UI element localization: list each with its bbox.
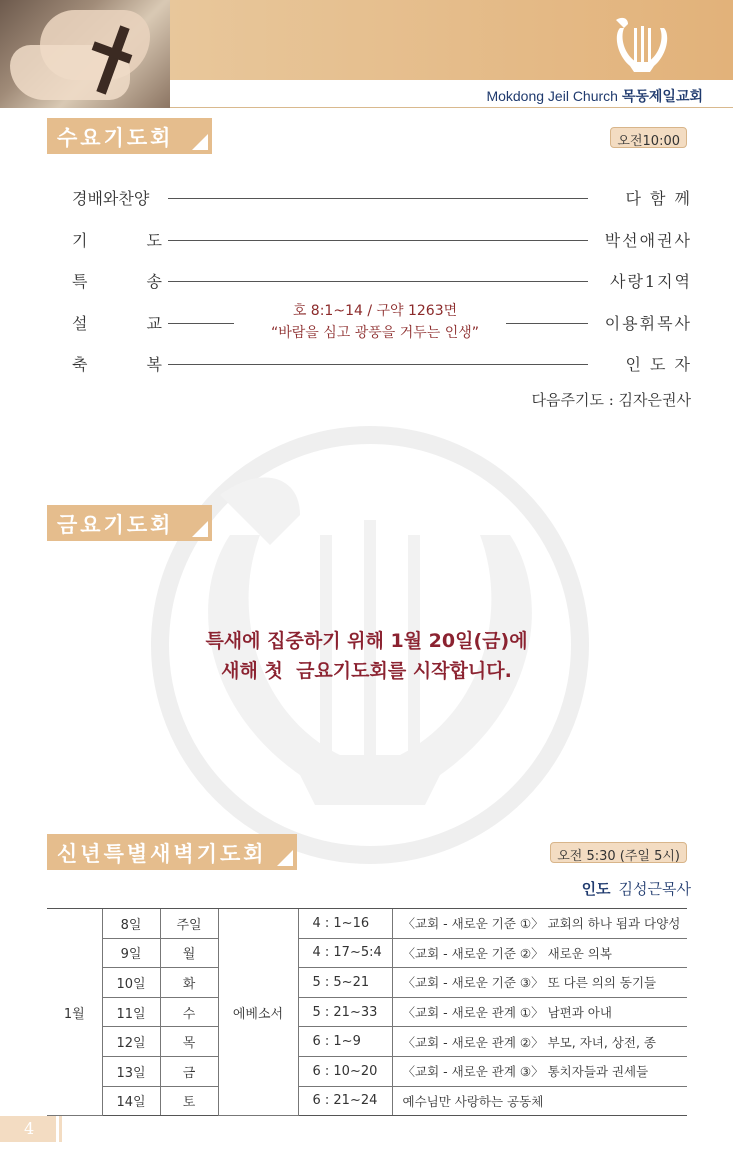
program-label: 기 도	[72, 231, 162, 250]
next-week-prayer: 다음주기도 : 김자은권사	[531, 391, 691, 409]
month-cell: 1월	[47, 909, 102, 1116]
program-row	[72, 269, 692, 295]
verse-cell: 5 : 5~21	[298, 968, 392, 998]
newyear-title: 신년특별새벽기도회	[47, 834, 297, 870]
table-row	[47, 968, 687, 998]
verse-cell: 6 : 10~20	[298, 1056, 392, 1086]
verse-cell: 4 : 1~16	[298, 909, 392, 939]
topic-cell: 〈교회 - 새로운 기준 ①〉 교회의 하나 됨과 다양성	[392, 909, 687, 939]
program-row	[72, 352, 692, 378]
header-photo	[0, 0, 170, 108]
program-value: 박선애권사	[604, 231, 692, 250]
weekday-cell: 화	[160, 968, 218, 998]
topic-cell: 예수님만 사랑하는 공동체	[392, 1086, 687, 1116]
program-label: 설 교	[72, 314, 162, 333]
table-row	[47, 1027, 687, 1057]
verse-cell: 4 : 17~5:4	[298, 938, 392, 968]
program-row	[72, 186, 692, 212]
weekday-cell: 금	[160, 1056, 218, 1086]
verse-cell: 5 : 21~33	[298, 997, 392, 1027]
church-name-en: Mokdong Jeil Church	[486, 88, 618, 104]
weekday-cell: 월	[160, 938, 218, 968]
topic-cell: 〈교회 - 새로운 기준 ②〉 새로운 의복	[392, 938, 687, 968]
day-cell: 9일	[102, 938, 160, 968]
day-cell: 13일	[102, 1056, 160, 1086]
program-value: 인 도 자	[625, 355, 692, 374]
table-row	[47, 1056, 687, 1086]
topic-cell: 〈교회 - 새로운 기준 ③〉 또 다른 의의 동기들	[392, 968, 687, 998]
friday-notice-line: 특새에 집중하기 위해 1월 20일(금)에	[205, 630, 528, 652]
weekday-cell: 주일	[160, 909, 218, 939]
program-row	[72, 228, 692, 254]
verse-cell: 6 : 21~24	[298, 1086, 392, 1116]
sermon-scripture: 호 8:1~14 / 구약 1263면	[292, 303, 458, 319]
wednesday-title: 수요기도회	[47, 118, 212, 154]
program-label: 특 송	[72, 272, 162, 291]
book-cell: 에베소서	[218, 909, 298, 1116]
weekday-cell: 토	[160, 1086, 218, 1116]
lyre-logo-icon	[612, 14, 672, 76]
topic-cell: 〈교회 - 새로운 관계 ①〉 남편과 아내	[392, 997, 687, 1027]
sermon-title: “바람을 심고 광풍을 거두는 인생”	[270, 325, 480, 341]
topic-cell: 〈교회 - 새로운 관계 ③〉 통치자들과 권세들	[392, 1056, 687, 1086]
newyear-time-badge: 오전 5:30 (주일 5시)	[550, 842, 687, 863]
day-cell: 12일	[102, 1027, 160, 1057]
table-row	[47, 1086, 687, 1116]
day-cell: 8일	[102, 909, 160, 939]
program-value: 다 함 께	[625, 189, 692, 208]
table-row	[47, 909, 687, 939]
leader-info	[582, 878, 691, 899]
weekday-cell: 목	[160, 1027, 218, 1057]
sermon-info	[240, 300, 510, 344]
friday-notice	[0, 626, 733, 686]
program-label: 축 복	[72, 355, 162, 374]
verse-cell: 6 : 1~9	[298, 1027, 392, 1057]
weekday-cell: 수	[160, 997, 218, 1027]
table-row	[47, 997, 687, 1027]
friday-notice-line: 새해 첫 금요기도회를 시작합니다.	[221, 660, 512, 682]
table-row	[47, 938, 687, 968]
schedule-table	[47, 908, 687, 1116]
page-number: 4	[0, 1116, 56, 1142]
church-name-ko: 목동제일교회	[621, 88, 703, 104]
leader-name: 김성근목사	[618, 880, 691, 898]
friday-title: 금요기도회	[47, 505, 212, 541]
day-cell: 14일	[102, 1086, 160, 1116]
topic-cell: 〈교회 - 새로운 관계 ②〉 부모, 자녀, 상전, 종	[392, 1027, 687, 1057]
leader-label: 인도	[581, 880, 611, 898]
program-label: 경배와찬양	[72, 189, 150, 208]
program-value: 사랑1지역	[609, 272, 692, 291]
program-value: 이용휘목사	[604, 314, 692, 333]
church-name	[486, 86, 703, 106]
day-cell: 11일	[102, 997, 160, 1027]
day-cell: 10일	[102, 968, 160, 998]
wednesday-time-badge: 오전10:00	[610, 127, 687, 148]
